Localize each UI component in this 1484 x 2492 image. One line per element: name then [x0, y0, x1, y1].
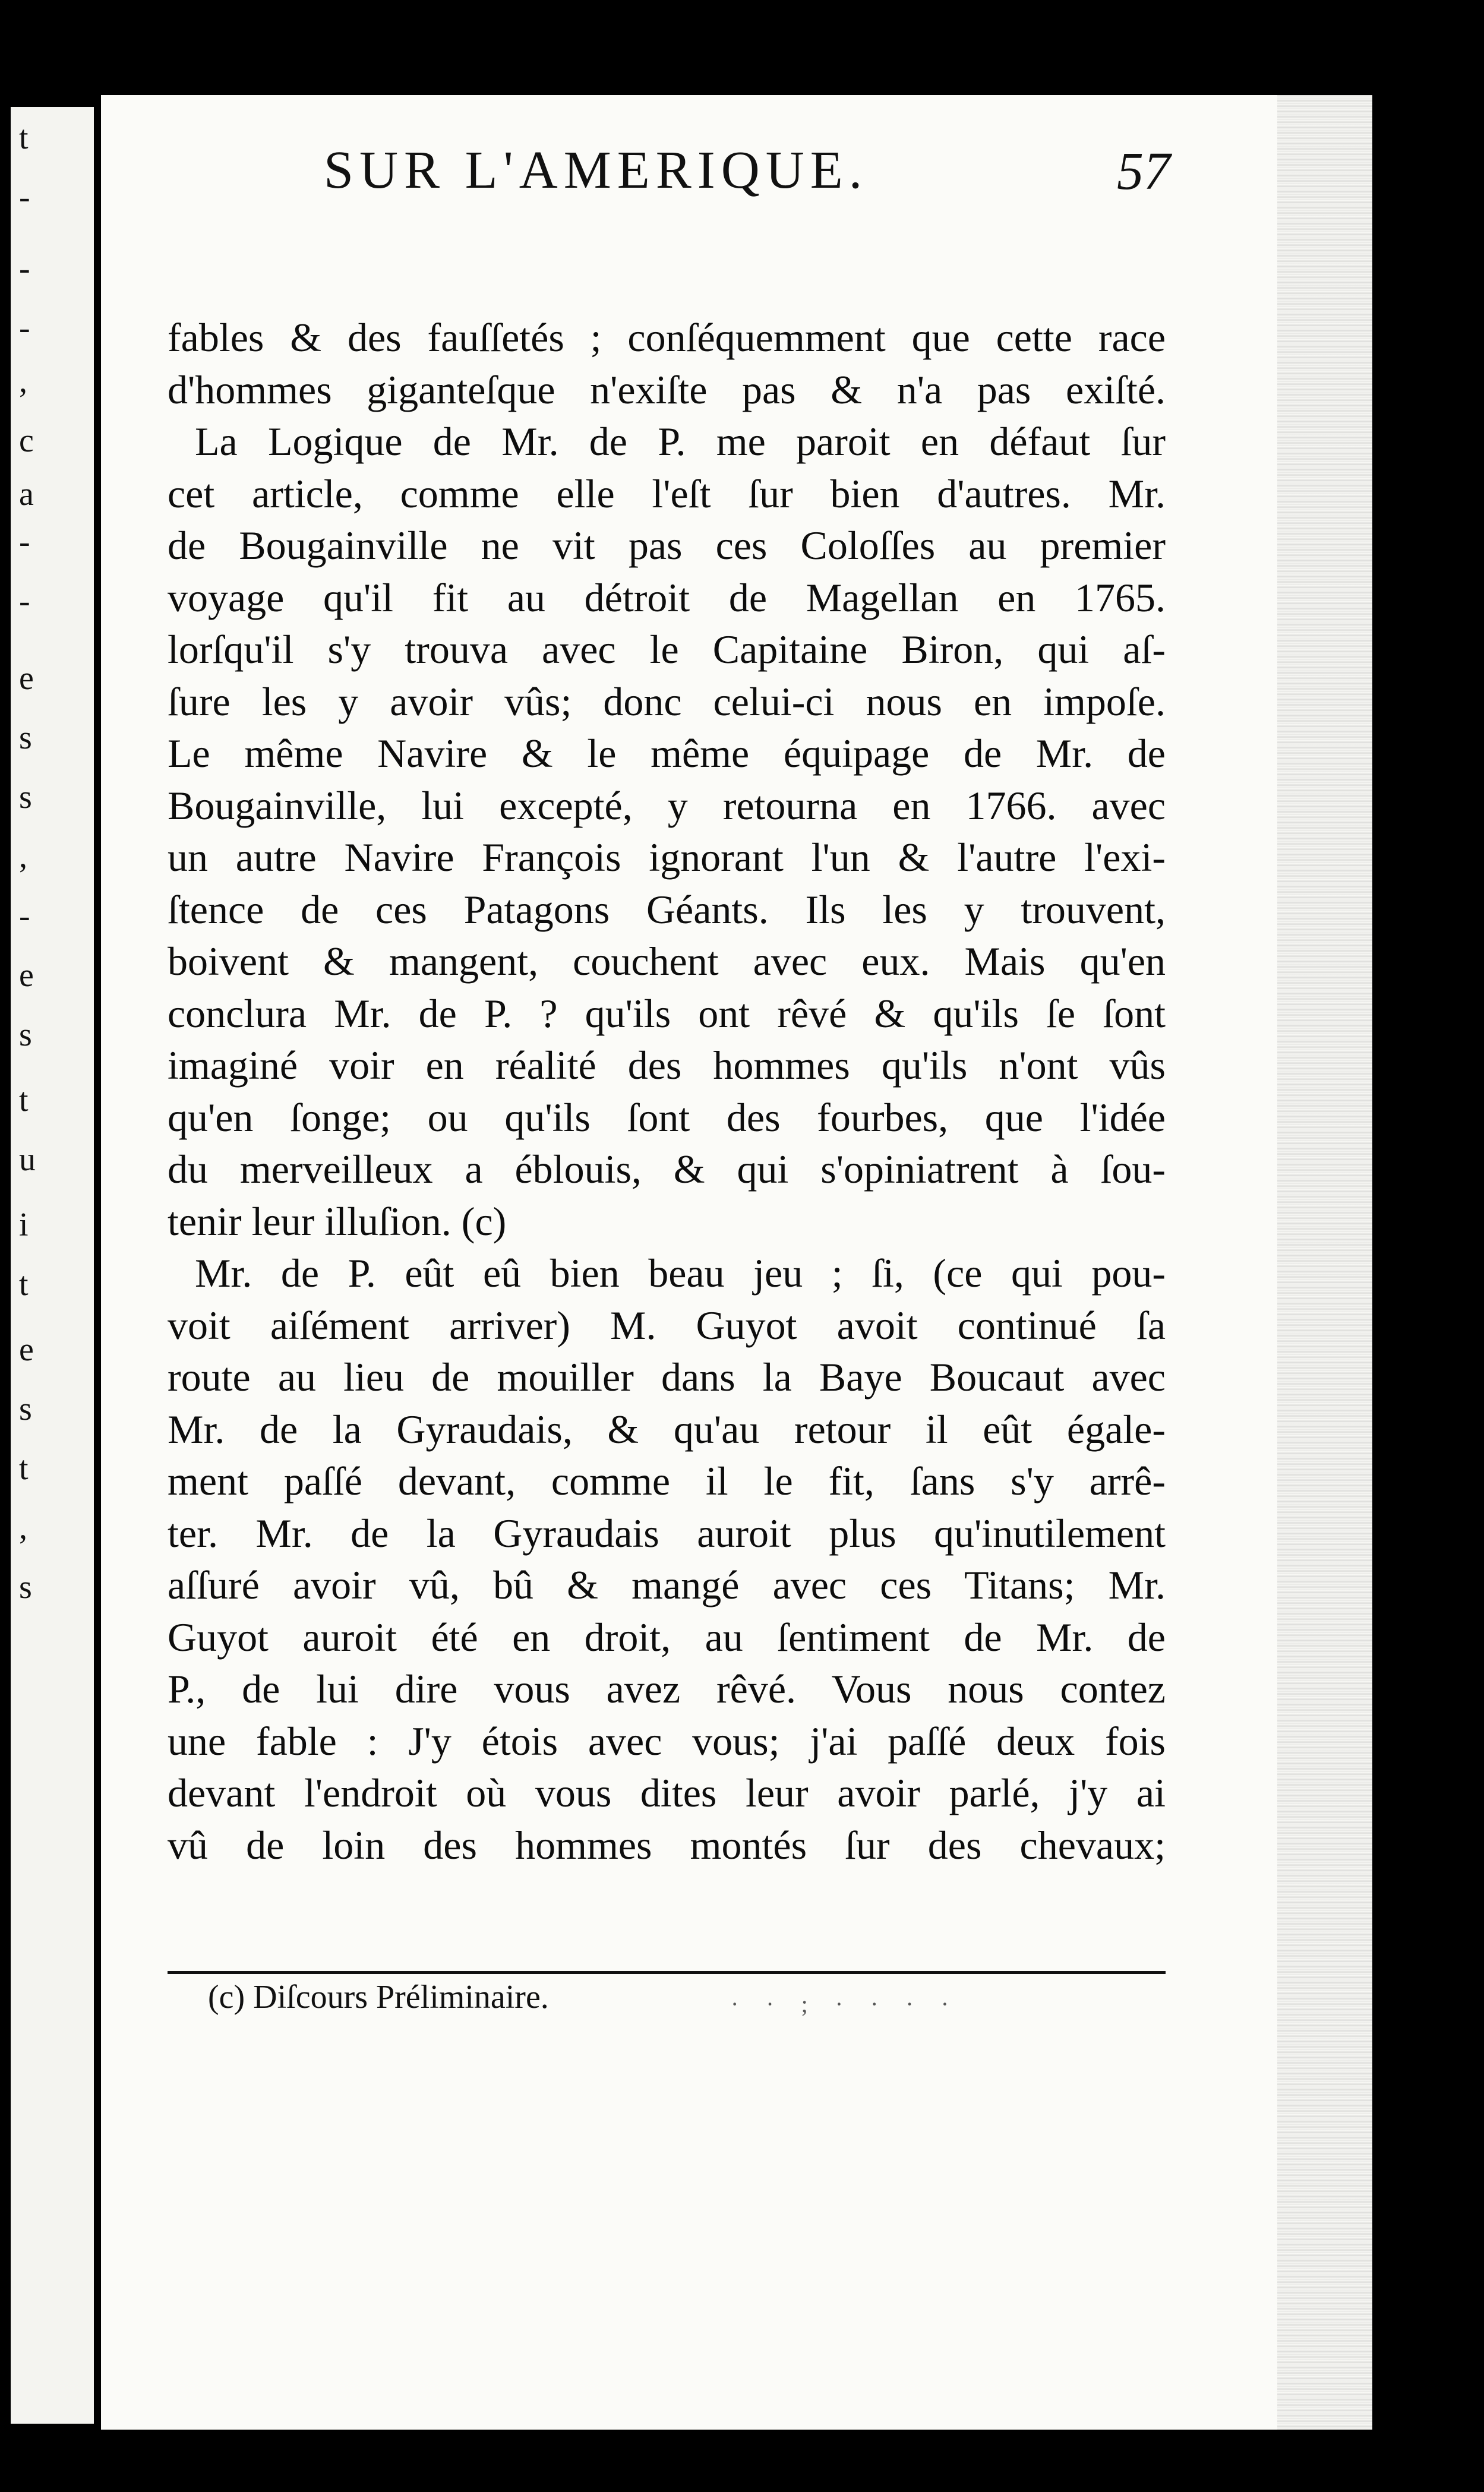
margin-fragment: s [19, 1016, 32, 1053]
text-line: tenir leur illuſion. (c) [168, 1198, 507, 1244]
text-line: du merveilleux a éblouis, & qui s'opiniatrent à ſou- [168, 1146, 1166, 1192]
text-line: vû de loin des hommes montés ſur des chevaux; [168, 1822, 1166, 1868]
margin-fragment: - [19, 179, 30, 216]
text-line: boivent & mangent, couchent avec eux. Mais qu'en [168, 939, 1166, 984]
text-line: aſſuré avoir vû, bû & mangé avec ces Titans; Mr. [168, 1562, 1166, 1607]
page-header [220, 128, 1170, 205]
text-line: La Logique de Mr. de P. me paroit en défaut ſur [195, 419, 1166, 464]
text-line: d'hommes giganteſque n'exiſte pas & n'a pas exiſté. [168, 367, 1166, 412]
margin-fragment: t [19, 119, 29, 156]
text-line: Mr. de la Gyraudais, & qu'au retour il eût égale- [168, 1406, 1166, 1452]
margin-fragment: , [19, 838, 27, 875]
text-line: un autre Navire François ignorant l'un & l'autre l'exi- [168, 835, 1166, 880]
text-line: une fable : J'y étois avec vous; j'ai paſſé deux fois [168, 1718, 1166, 1764]
text-line: ſure les y avoir vûs; donc celui-ci nous en impoſe. [168, 678, 1166, 724]
scan-specks: · · ; · · · · [731, 1991, 960, 2017]
text-line: cet article, comme elle l'eſt ſur bien d'autres. Mr. [168, 470, 1166, 516]
margin-fragment: t [19, 1450, 29, 1487]
text-line: qu'en ſonge; ou qu'ils ſont des fourbes, que l'idée [168, 1094, 1166, 1140]
margin-fragment: t [19, 1266, 29, 1303]
margin-fragment: t [19, 1082, 29, 1119]
margin-fragment: - [19, 523, 30, 560]
margin-fragment: c [19, 422, 34, 459]
left-page-strip [0, 0, 101, 2492]
text-line: voit aiſément arriver) M. Guyot avoit continué ſa [168, 1302, 1166, 1348]
margin-fragment: s [19, 1569, 32, 1606]
text-line: ment paſſé devant, comme il le fit, ſans s'y arrê- [168, 1458, 1166, 1504]
text-line: Le même Navire & le même équipage de Mr. de [168, 731, 1166, 776]
text-line: conclura Mr. de P. ? qu'ils ont rêvé & qu'ils ſe ſont [168, 990, 1166, 1036]
facing-page-fragments [11, 107, 94, 2424]
text-line: de Bougainville ne vit pas ces Coloſſes au premier [168, 523, 1166, 568]
text-line: Mr. de P. eût eû bien beau jeu ; ſi, (ce qui pou- [195, 1250, 1166, 1296]
margin-fragment: s [19, 779, 32, 816]
text-line: voyage qu'il fit au détroit de Magellan en 1765. [168, 574, 1166, 620]
text-line: fables & des fauſſetés ; conſéquemment que cette race [168, 315, 1166, 360]
margin-fragment: - [19, 898, 30, 934]
margin-fragment: a [19, 476, 34, 513]
margin-fragment: - [19, 250, 30, 287]
footnote-rule [168, 1971, 1166, 1974]
margin-fragment: s [19, 719, 32, 756]
body-text [168, 312, 1166, 1871]
text-line: route au lieu de mouiller dans la Baye Boucaut avec [168, 1354, 1166, 1400]
margin-fragment: i [19, 1206, 29, 1243]
margin-fragment: e [19, 1331, 34, 1368]
text-line: P., de lui dire vous avez rêvé. Vous nous contez [168, 1666, 1166, 1711]
text-line: lorſqu'il s'y trouva avec le Capitaine Biron, qui aſ- [168, 627, 1166, 672]
running-title: SUR L'AMERIQUE. [324, 141, 869, 200]
text-line: Bougainville, lui excepté, y retourna en 1766. avec [168, 782, 1166, 828]
page-number: 57 [1117, 142, 1170, 201]
text-line: imaginé voir en réalité des hommes qu'ils n'ont vûs [168, 1043, 1166, 1088]
text-line: devant l'endroit où vous dites leur avoir parlé, j'y ai [168, 1770, 1166, 1815]
margin-fragment: s [19, 1391, 32, 1427]
margin-fragment: , [19, 363, 27, 400]
footnote: (c) Diſcours Préliminaire. [208, 1979, 549, 2016]
margin-fragment: u [19, 1141, 36, 1178]
margin-fragment: - [19, 583, 30, 620]
margin-fragment: e [19, 660, 34, 697]
text-line: ſtence de ces Patagons Géants. Ils les y trouvent, [168, 886, 1166, 932]
margin-fragment: , [19, 1509, 27, 1546]
margin-fragment: e [19, 957, 34, 994]
margin-fragment: - [19, 309, 30, 346]
text-line: Guyot auroit été en droit, au ſentiment de Mr. de [168, 1614, 1166, 1660]
text-line: ter. Mr. de la Gyraudais auroit plus qu'inutilement [168, 1510, 1166, 1556]
